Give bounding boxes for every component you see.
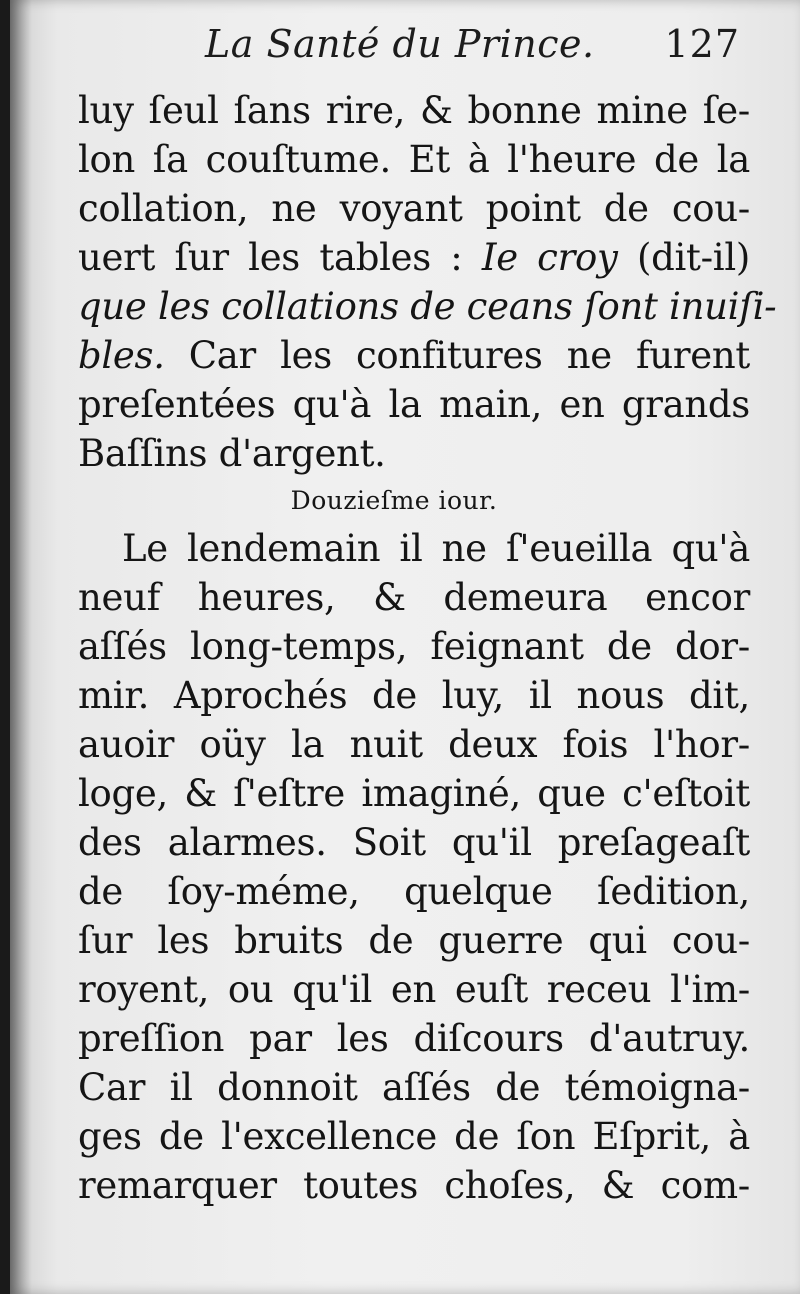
text-span: (dit-il) — [617, 236, 750, 279]
text-line: loge, & ſ'eſtre imaginé, que c'eſtoit — [78, 772, 750, 815]
text-line: ſur les bruits de guerre qui cou- — [78, 919, 750, 962]
italic-quote: bles. — [78, 334, 165, 377]
text-line: remarquer toutes choſes, & com- — [78, 1164, 750, 1207]
text-line: ges de l'excellence de ſon Eſprit, à — [78, 1115, 750, 1158]
text-line: luy ſeul ſans rire, & bonne mine ſe- — [78, 89, 750, 132]
running-title: La Santé du Prince. — [205, 22, 595, 66]
text-line: preſſion par les diſcours d'autruy. — [78, 1017, 750, 1060]
text-line: neuf heures, & demeura encor — [78, 576, 750, 619]
text-line: aſſés long-temps, feignant de dor- — [78, 625, 750, 668]
running-head — [10, 22, 800, 72]
text-line: collation, ne voyant point de cou- — [78, 187, 750, 230]
text-line: auoir oüy la nuit deux fois l'hor- — [78, 723, 750, 766]
text-line: des alarmes. Soit qu'il preſageaſt — [78, 821, 750, 864]
section-heading: Douzieſme iour. — [290, 486, 498, 515]
text-line: lon ſa couſtume. Et à l'heure de la — [78, 138, 750, 181]
text-line — [78, 233, 750, 282]
italic-quote-line: que les collations de ceans ſont inuiſi- — [78, 285, 777, 328]
page-number: 127 — [664, 22, 740, 66]
text-line — [78, 331, 750, 380]
text-line: de ſoy-méme, quelque ſedition, — [78, 870, 750, 913]
text-span: Car les confitures ne furent — [164, 334, 750, 377]
text-line: Le lendemain il ne ſ'eueilla qu'à — [122, 527, 750, 570]
text-line: royent, ou qu'il en euſt receu l'im- — [78, 968, 750, 1011]
text-line: mir. Aprochés de luy, il nous dit, — [78, 674, 750, 717]
italic-quote: Ie croy — [481, 236, 618, 279]
text-line: Baſſins d'argent. — [78, 432, 386, 475]
text-line: Car il donnoit aſſés de témoigna- — [78, 1066, 750, 1109]
book-page — [10, 0, 800, 1294]
spine-shadow — [10, 0, 32, 1294]
text-line: preſentées qu'à la main, en grands — [78, 383, 750, 426]
text-span: uert ſur les tables : — [78, 236, 482, 279]
text-block — [78, 86, 777, 1210]
